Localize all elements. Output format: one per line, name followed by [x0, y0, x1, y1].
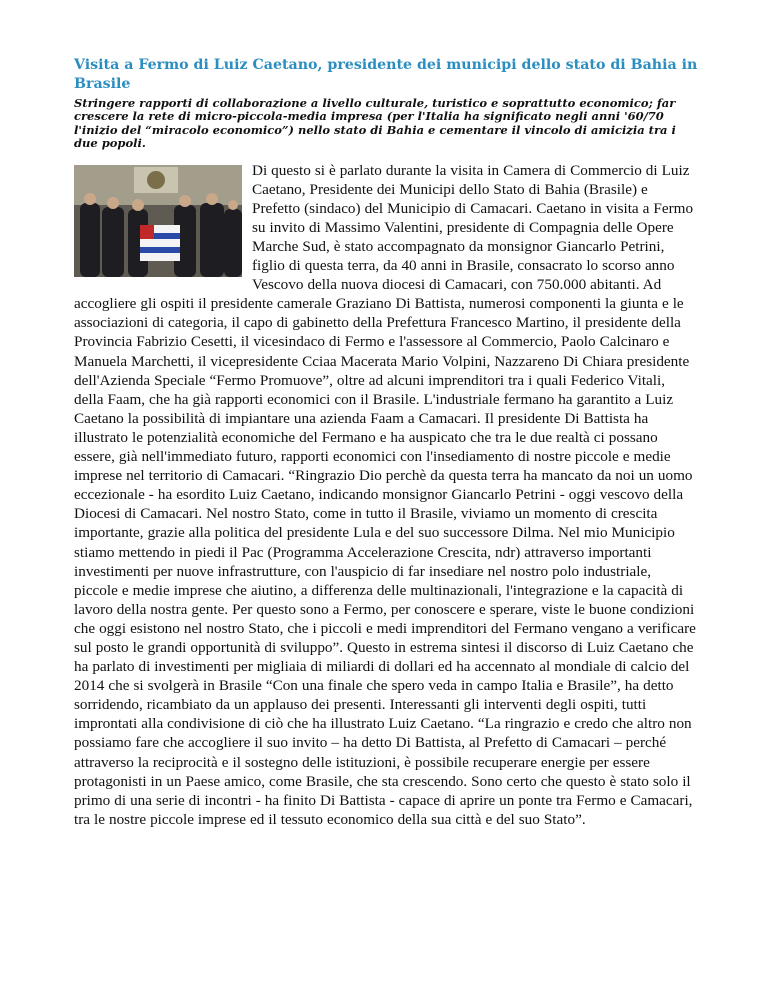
article-body: Di questo si è parlato durante la visita in Camera di Commercio di Luiz Caetano, Presidente dei Municipi dello Stato di Bahia (Brasile) e Prefetto (sindaco) del Municipio di Camacari. Caetano in visita a Fermo su invito di Massimo Valentini, presidente di Compagnia delle Opere Marche Sud, è stato accompagnato da monsignor Giancarlo Petrini, figlio di questa terra, da 40 anni in Brasile, consacrato lo scorso anno Vescovo della nuova diocesi di Camacari, con 750.000 abitanti. Ad accogliere gli ospiti il presidente camerale Graziano Di Battista, numerosi componenti la giunta e le associazioni di categoria, il capo di gabinetto della Prefettura Francesco Martino, il presidente della Provincia Fabrizio Cesetti, il vicesindaco di Fermo e l'assessore al Commercio, Paolo Calcinaro e Manuela Marchetti, il vicepresidente Cciaa Macerata Mario Volpini, Nazzareno Di Chiara presidente dell'Azienda Speciale “Fermo Promuove”, oltre ad alcuni imprenditori tra i quali Federico Vitali, della Faam, che ha già rapporti economici con il Brasile. L'industriale fermano ha garantito a Luiz Caetano la possibilità di impiantare una azienda Faam a Camacari. Il presidente Di Battista ha illustrato le potenzialità economiche del Fermano e ha auspicato che tra le due realtà ci possano essere, già nell'immediato futuro, rapporti economici con l'insediamento di nostre piccole e medie imprese nel territorio di Camacari. “Ringrazio Dio perchè da questa terra ha mancato da noi un uomo eccezionale - ha esordito Luiz Caetano, indicando monsignor Giancarlo Petrini - oggi vescovo della Diocesi di Camacari. Nel nostro Stato, come in tutto il Brasile, viviamo un momento di crescita importante, grazie alla politica del presidente Lula e del suo successore Dilma. Nel mio Municipio stiamo mettendo in piedi il Pac (Programma Accelerazione Crescita, ndr) attraverso importanti investimenti per nuove infrastrutture, con l'auspicio di far insediare nel nostro polo industriale, piccole e medie imprese che aiutino, a differenza delle multinazionali, l'integrazione e la capacità di lavoro della nostra gente. Per questo sono a Fermo, per conoscere e sperare, viste le buone condizioni che oggi esistono nel nostro Stato, che i piccoli e medi imprenditori del Fermano vengano a verificare sul posto le grandi opportunità di sviluppo”. Questo in estrema sintesi il discorso di Luiz Caetano che ha parlato di investimenti per migliaia di miliardi di dollari ed ha accennato al mondiale di calcio del 2014 che si svolgerà in Brasile “Con una finale che spero veda in campo Italia e Brasile”, ha detto sorridendo, ricambiato da un applauso dei presenti. Interessanti gli interventi degli ospiti, tutti improntati alla condivisione di ciò che ha illustrato Luiz Caetano. “La ringrazio e credo che altro non possiamo fare che accogliere il suo invito – ha detto Di Battista, al Prefetto di Camacari – perché attraverso la reciprocità e il sostegno delle istituzioni, è possibile recuperare energie per essere protagonisti in un Paese amico, come Brasile, che sta crescendo. Sono certo che questo è stato solo il primo di una serie di incontri - ha finito Di Battista - capace di aprire un ponte tra Fermo e Camacari, tra le nostre piccole imprese ed il tessuto economico della sua città e del suo Stato”. — [74, 161, 696, 828]
article-title: Visita a Fermo di Luiz Caetano, presidente dei municipi dello stato di Bahia in Brasile — [74, 57, 698, 92]
article — [74, 56, 698, 829]
article-photo — [74, 165, 242, 277]
article-subtitle: Stringere rapporti di collaborazione a livello culturale, turistico e soprattutto economico; far crescere la rete di micro-piccola-media impresa (per l'Italia ha significato negli anni '60/70 l'inizio del “miracolo economico”) nello stato di Bahia e cementare il vincolo di amicizia tra i due popoli. — [74, 96, 676, 151]
